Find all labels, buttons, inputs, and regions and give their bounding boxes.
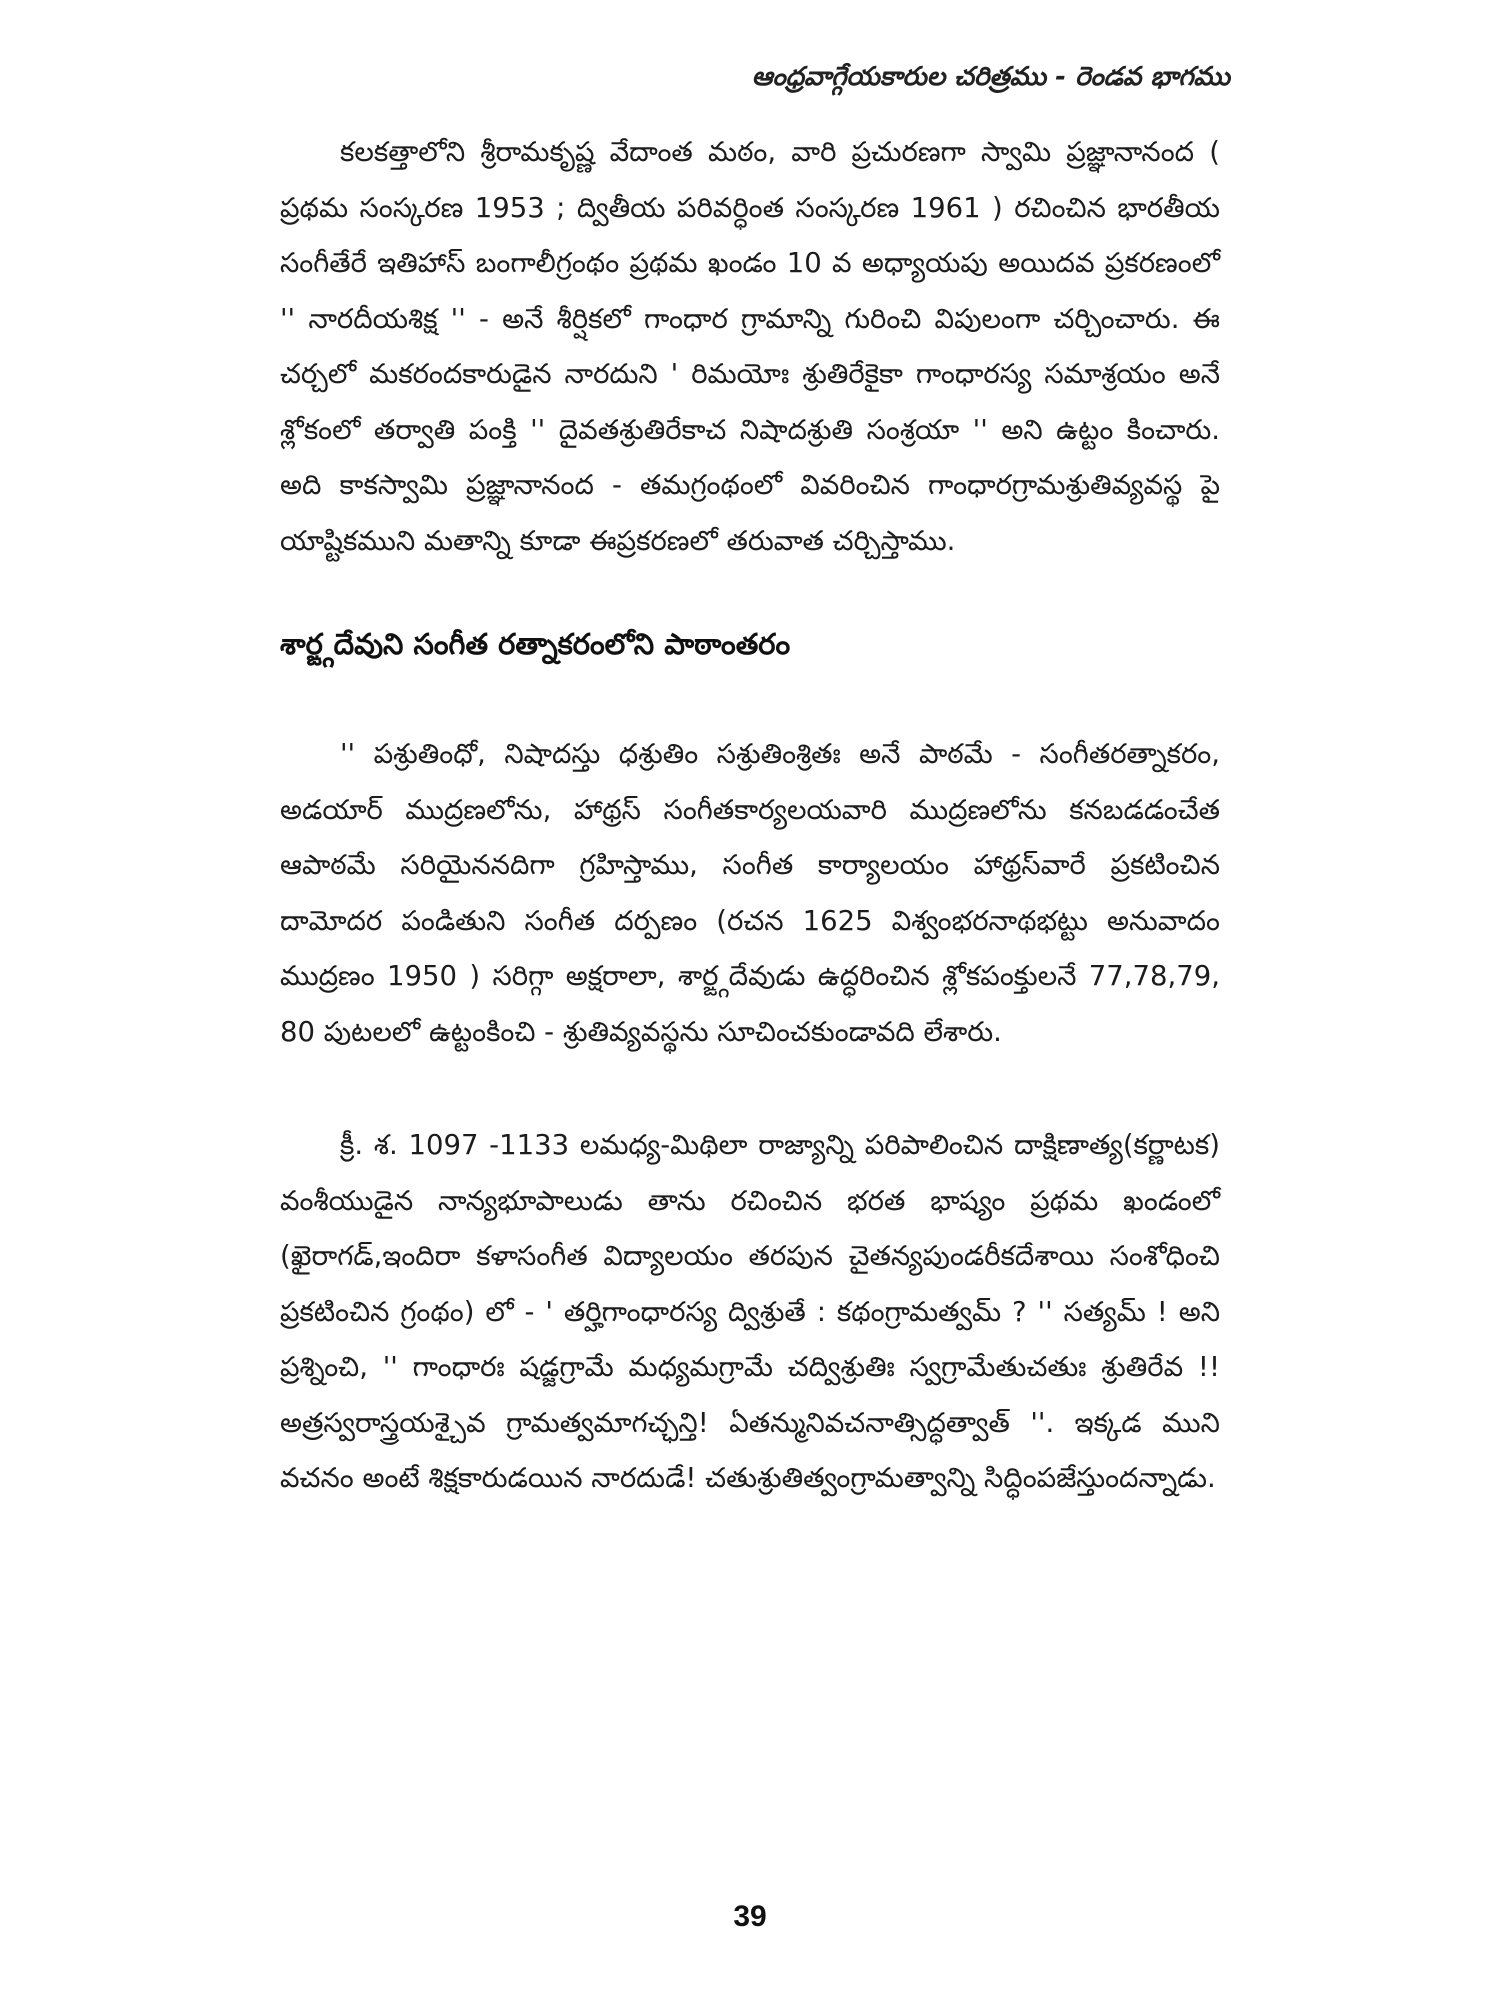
paragraph-3: క్రీ. శ. 1097 -1133 లమధ్య-మిథిలా రాజ్యాన్ని పరిపాలించిన దాక్షిణాత్య(కర్ణాటక) వంశీయుడైన నాన్యభూపాలుడు తాను రచించిన భరత భాష్యం ప్రథమ ఖండంలో (ఖైరాగడ్,ఇందిరా కళాసంగీత విద్యాలయం తరపున చైతన్యపుండరీకదేశాయి సంశోధించి ప్రకటించిన గ్రంథం) లో - ' తర్హిగాంధారస్య ద్విశ్రుతే : కథంగ్రామత్వమ్ ? '' సత్యమ్ ! అని ప్రశ్నించి, '' గాంధారః షడ్జగ్రామే మధ్యమగ్రామే చద్విశ్రుతిః స్వగ్రామేతుచతుః శ్రుతిరేవ !! అత్రస్వరాస్త్రయశ్చైవ గ్రామత్వమాగచ్ఛన్తి! ఏతన్మునివచనాత్సిద్ధత్వాత్ ''. ఇక్కడ ముని వచనం అంటే శిక్షకారుడయిన నారదుడే! చతుశ్రుతిత్వంగ్రామత్వాన్ని సిద్ధింపజేస్తుందన్నాడు. [280, 1129, 1220, 1494]
section-heading: శార్ఙ్గదేవుని సంగీత రత్నాకరంలోని పాఠాంతరం [280, 627, 791, 661]
paragraph-1: కలకత్తాలోని శ్రీరామకృష్ణ వేదాంత మఠం, వారి ప్రచురణగా స్వామి ప్రజ్ఞానానంద ( ప్రథమ సంస్కరణ 1953 ; ద్వితీయ పరివర్ధింత సంస్కరణ 1961 ) రచించిన భారతీయ సంగీతేరే ఇతిహాస్ బంగాలీగ్రంథం ప్రథమ ఖండం 10 వ అధ్యాయపు అయిదవ ప్రకరణంలో '' నారదీయశిక్ష '' - అనే శీర్షికలో గాంధార గ్రామాన్ని గురించి విపులంగా చర్చించారు. ఈ చర్చలో మకరందకారుడైన నారదుని ' రిమయోః శ్రుతిరేకైకా గాంధారస్య సమాశ్రయం అనే శ్లోకంలో తర్వాతి పంక్తి '' దైవతశ్రుతిరేకాచ నిషాదశ్రుతి సంశ్రయా '' అని ఉట్టం కించారు. అది కాకస్వామి ప్రజ్ఞానానంద - తమగ్రంథంలో వివరించిన గాంధారగ్రామశ్రుతివ్యవస్థ పై యాష్టికముని మతాన్ని కూడా ఈప్రకరణలో తరువాత చర్చిస్తాము. [280, 136, 1220, 557]
page-body [280, 125, 1220, 1507]
running-header: ఆంధ్రవాగ్గేయకారుల చరిత్రము - రెండవ భాగము [751, 62, 1230, 92]
paragraph-gap [280, 1060, 1220, 1118]
paragraph-2: '' పశ్రుతింధో, నిషాదస్తు ధశ్రుతిం సశ్రుతింశ్రితః అనే పాఠమే - సంగీతరత్నాకరం, అడయార్ ముద్రణలోను, హాథ్రస్ సంగీతకార్యలయవారి ముద్రణలోను కనబడడంచేత ఆపాఠమే సరియైననదిగా గ్రహిస్తాము, సంగీత కార్యాలయం హాథ్రస్‌వారే ప్రకటించిన దామోదర పండితుని సంగీత దర్పణం (రచన 1625 విశ్వంభరనాథభట్టు అనువాదం ముద్రణం 1950 ) సరిగ్గా అక్షరాలా, శార్ఙ్గదేవుడు ఉద్ధరించిన శ్లోకపంక్తులనే 77,78,79, 80 పుటలలో ఉట్టంకించి - శ్రుతివ్యవస్థను సూచించకుండావది లేశారు. [280, 738, 1220, 1048]
page-number: 39 [733, 1900, 767, 1933]
